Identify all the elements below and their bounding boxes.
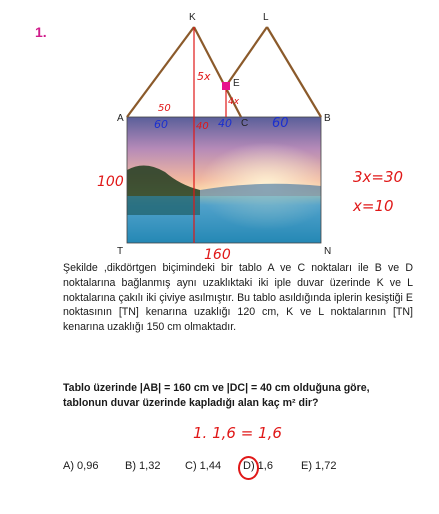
point-k-label: K <box>189 12 196 23</box>
point-c-label: C <box>241 118 249 129</box>
annotation-50: 50 <box>158 103 171 114</box>
answer-d-letter: D) <box>243 460 255 472</box>
selected-answer-circle <box>238 456 259 480</box>
answer-d[interactable] <box>243 460 301 472</box>
intersection-marker <box>222 82 230 90</box>
point-b-label: B <box>324 113 331 124</box>
problem-text: Şekilde ,dikdörtgen biçimindeki bir tablo A ve C noktaları ile B ve D noktalarına bağlanmış aynı uzaklıktaki iki iple duvar üzerinde K ve L noktalarına çakılı iki çiviye asılmıştır. Bu tablo asıldığında iplerin kesiştiği E noktasının [TN] kenarına uzaklığı 120 cm, K ve L noktalarının [TN] kenarına uzaklığı 150 cm olmaktadır. <box>63 262 413 334</box>
margin-work-line2: x=10 <box>353 197 394 215</box>
answer-b[interactable]: B) 1,32 <box>125 460 161 472</box>
question-number: 1. <box>35 24 47 40</box>
point-e-label: E <box>233 78 240 89</box>
annotation-60-right: 60 <box>272 116 289 131</box>
painting <box>127 117 321 243</box>
annotation-100: 100 <box>97 174 124 190</box>
point-a-label: A <box>117 113 124 124</box>
question-text: Tablo üzerinde |AB| = 160 cm ve |DC| = 40 cm olduğuna göre, tablonun duvar üzerinde kapladığı alan kaç m² dir? <box>63 382 370 409</box>
answer-a[interactable]: A) 0,96 <box>63 460 99 472</box>
answer-options <box>63 460 423 472</box>
annotation-40-mid: 40 <box>196 121 209 132</box>
answer-e[interactable]: E) 1,72 <box>301 460 337 472</box>
problem-paragraph <box>63 261 413 335</box>
point-n-label: N <box>324 246 332 257</box>
answer-d-value: 1,6 <box>257 460 273 472</box>
ropes <box>127 27 321 117</box>
annotation-160: 160 <box>204 247 231 260</box>
question-work: 1. 1,6 = 1,6 <box>193 424 282 442</box>
annotation-4x: 4x <box>228 97 240 107</box>
annotation-40-c: 40 <box>218 117 232 130</box>
margin-work-line1: 3x=30 <box>353 168 404 186</box>
point-l-label: L <box>263 12 269 23</box>
annotation-5x: 5x <box>197 70 211 83</box>
annotation-60-left: 60 <box>154 118 168 131</box>
answer-c[interactable]: C) 1,44 <box>185 460 222 472</box>
point-t-label: T <box>117 246 124 257</box>
